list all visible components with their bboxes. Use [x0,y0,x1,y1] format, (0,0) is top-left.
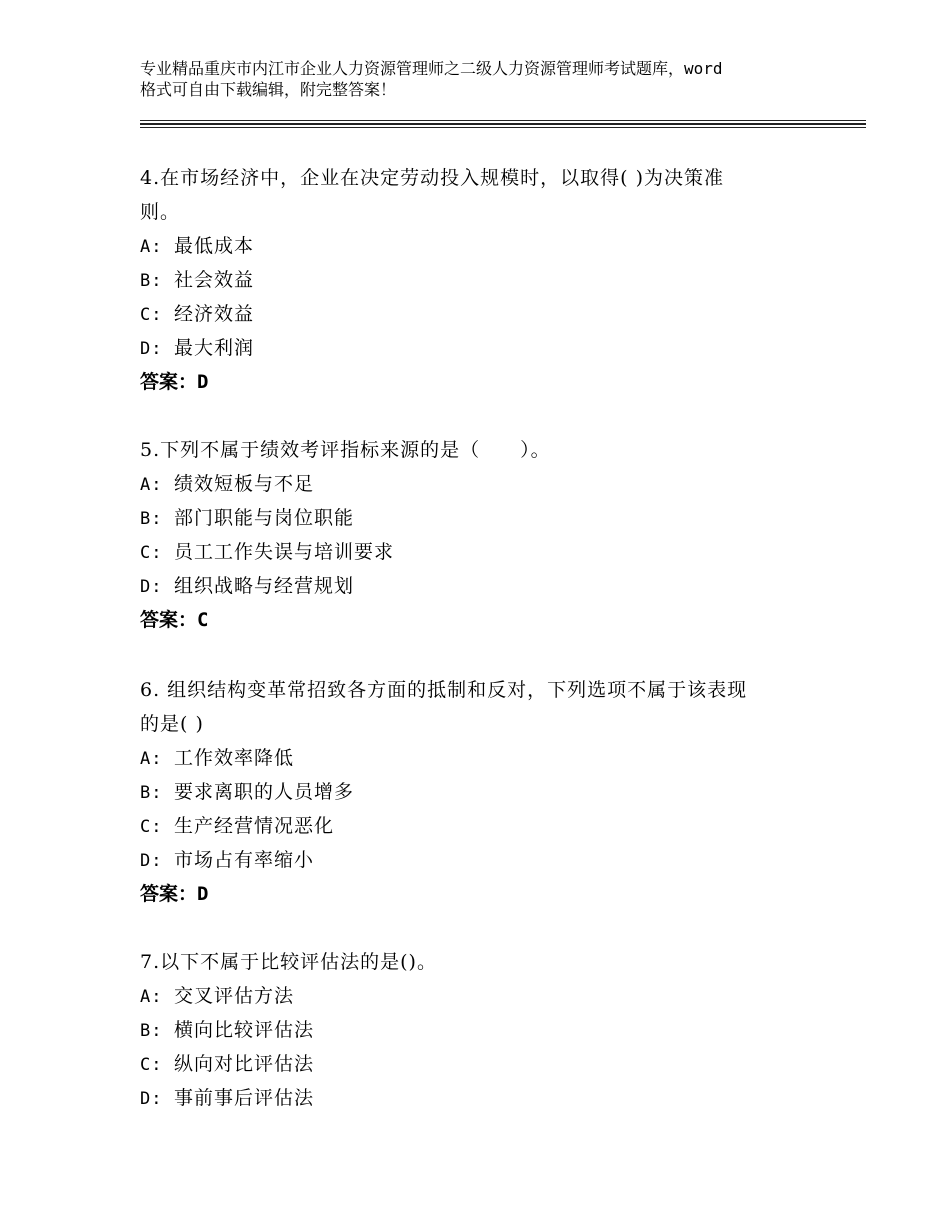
option-b [140,775,820,809]
option-letter: D: [140,1089,163,1109]
option-text: 最低成本 [174,235,255,257]
question-stem-line-2: 则。 [140,201,181,223]
option-text: 员工工作失误与培训要求 [174,541,395,563]
option-text: 交叉评估方法 [174,985,295,1007]
option-a [140,229,820,263]
option-d [140,1081,820,1115]
header-divider-top [140,120,866,121]
question-stem-line-2: 的是( ) [140,713,204,735]
question-stem-line-1: 7.以下不属于比较评估法的是()。 [140,951,437,973]
question-stem [140,945,820,979]
option-letter: C: [140,305,163,325]
header-divider-middle [140,123,866,125]
option-letter: A: [140,749,163,769]
option-c [140,809,820,843]
option-a [140,467,820,501]
option-text: 绩效短板与不足 [174,473,315,495]
option-text: 部门职能与岗位职能 [174,507,355,529]
question-6 [140,673,820,911]
option-text: 市场占有率缩小 [174,849,315,871]
option-text: 事前事后评估法 [174,1087,315,1109]
question-stem-line-1: 4.在市场经济中，企业在决定劳动投入规模时，以取得( )为决策准 [140,167,724,189]
option-d [140,843,820,877]
option-b [140,501,820,535]
option-text: 纵向对比评估法 [174,1053,315,1075]
answer-label: 答案：D [140,883,209,905]
option-c [140,297,820,331]
option-c [140,535,820,569]
option-a [140,979,820,1013]
option-letter: D: [140,851,163,871]
header-divider-bottom [140,127,866,128]
option-text: 经济效益 [174,303,255,325]
option-text: 组织战略与经营规划 [174,575,355,597]
option-letter: A: [140,475,163,495]
document-header [140,58,840,100]
option-letter: C: [140,1055,163,1075]
option-c [140,1047,820,1081]
option-text: 横向比较评估法 [174,1019,315,1041]
option-a [140,741,820,775]
question-4 [140,161,820,399]
option-b [140,263,820,297]
option-letter: C: [140,817,163,837]
option-letter: B: [140,271,163,291]
question-7 [140,945,820,1115]
option-text: 最大利润 [174,337,255,359]
option-letter: A: [140,237,163,257]
question-stem [140,433,820,467]
question-stem-line-1: 5.下列不属于绩效考评指标来源的是（ ）。 [140,439,551,461]
header-line-1: 专业精品重庆市内江市企业人力资源管理师之二级人力资源管理师考试题库，word [140,59,723,78]
option-letter: D: [140,339,163,359]
option-letter: C: [140,543,163,563]
option-letter: A: [140,987,163,1007]
question-stem [140,161,820,229]
option-letter: B: [140,1021,163,1041]
option-text: 要求离职的人员增多 [174,781,355,803]
option-letter: D: [140,577,163,597]
question-5 [140,433,820,637]
question-stem-line-1: 6. 组织结构变革常招致各方面的抵制和反对，下列选项不属于该表现 [140,679,748,701]
option-letter: B: [140,509,163,529]
option-text: 生产经营情况恶化 [174,815,335,837]
option-text: 工作效率降低 [174,747,295,769]
option-d [140,569,820,603]
option-letter: B: [140,783,163,803]
option-b [140,1013,820,1047]
option-text: 社会效益 [174,269,255,291]
answer-label: 答案：C [140,609,209,631]
header-line-2: 格式可自由下载编辑，附完整答案！ [140,80,397,99]
question-stem [140,673,820,741]
option-d [140,331,820,365]
answer-label: 答案：D [140,371,209,393]
